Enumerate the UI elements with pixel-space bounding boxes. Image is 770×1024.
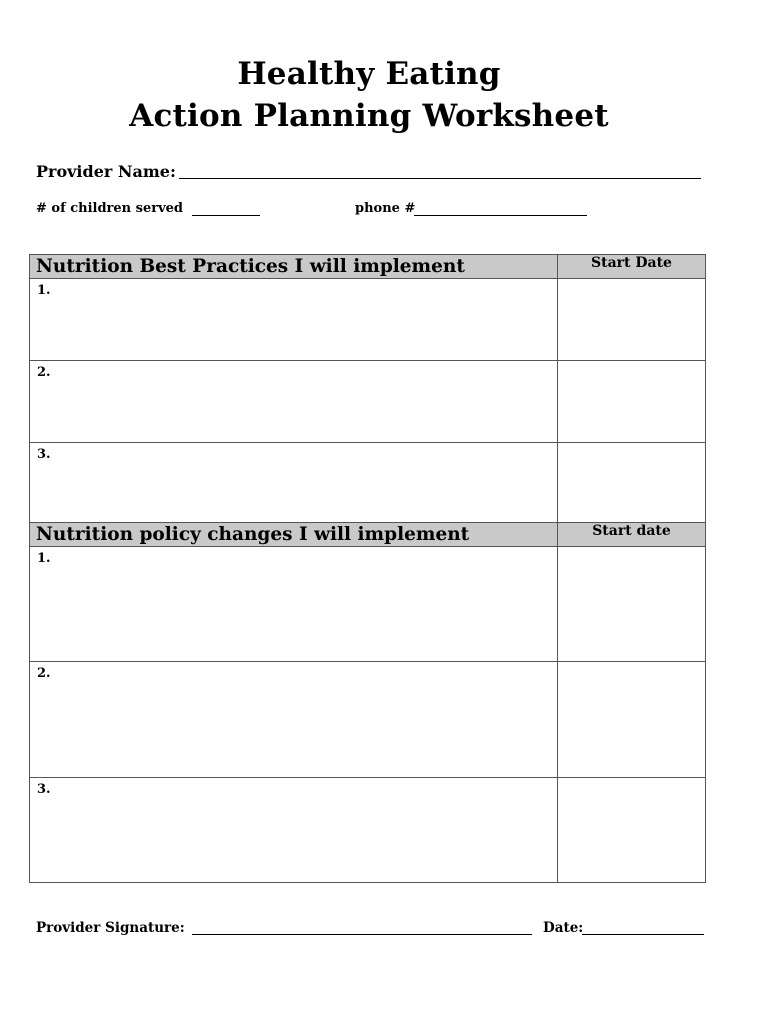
policy-change-item-3[interactable]: 3. xyxy=(30,778,558,883)
children-served-label: # of children served xyxy=(36,201,183,216)
policy-change-start-date-2[interactable] xyxy=(558,662,706,778)
best-practice-item-2[interactable]: 2. xyxy=(30,361,558,443)
best-practices-start-date-heading: Start Date xyxy=(558,255,706,279)
worksheet-title-line2: Action Planning Worksheet xyxy=(129,98,609,134)
policy-change-start-date-1[interactable] xyxy=(558,547,706,662)
phone-label: phone # xyxy=(355,201,416,216)
phone-field[interactable] xyxy=(414,215,587,216)
policy-change-item-1[interactable]: 1. xyxy=(30,547,558,662)
best-practices-heading: Nutrition Best Practices I will implement xyxy=(30,255,558,279)
policy-changes-heading: Nutrition policy changes I will implement xyxy=(30,523,558,547)
policy-changes-table xyxy=(29,522,706,883)
provider-signature-field[interactable] xyxy=(192,934,532,935)
best-practice-item-1[interactable]: 1. xyxy=(30,279,558,361)
best-practice-start-date-2[interactable] xyxy=(558,361,706,443)
provider-name-label: Provider Name: xyxy=(36,162,176,181)
best-practice-start-date-1[interactable] xyxy=(558,279,706,361)
best-practice-item-3[interactable]: 3. xyxy=(30,443,558,525)
policy-change-item-2[interactable]: 2. xyxy=(30,662,558,778)
worksheet-title-line1: Healthy Eating xyxy=(237,56,501,92)
policy-change-start-date-3[interactable] xyxy=(558,778,706,883)
provider-signature-label: Provider Signature: xyxy=(36,920,185,936)
date-field[interactable] xyxy=(582,934,704,935)
children-served-field[interactable] xyxy=(192,215,260,216)
best-practices-table xyxy=(29,254,706,525)
policy-changes-start-date-heading: Start date xyxy=(558,523,706,547)
provider-name-field[interactable] xyxy=(179,178,701,179)
date-label: Date: xyxy=(543,920,584,936)
best-practice-start-date-3[interactable] xyxy=(558,443,706,525)
